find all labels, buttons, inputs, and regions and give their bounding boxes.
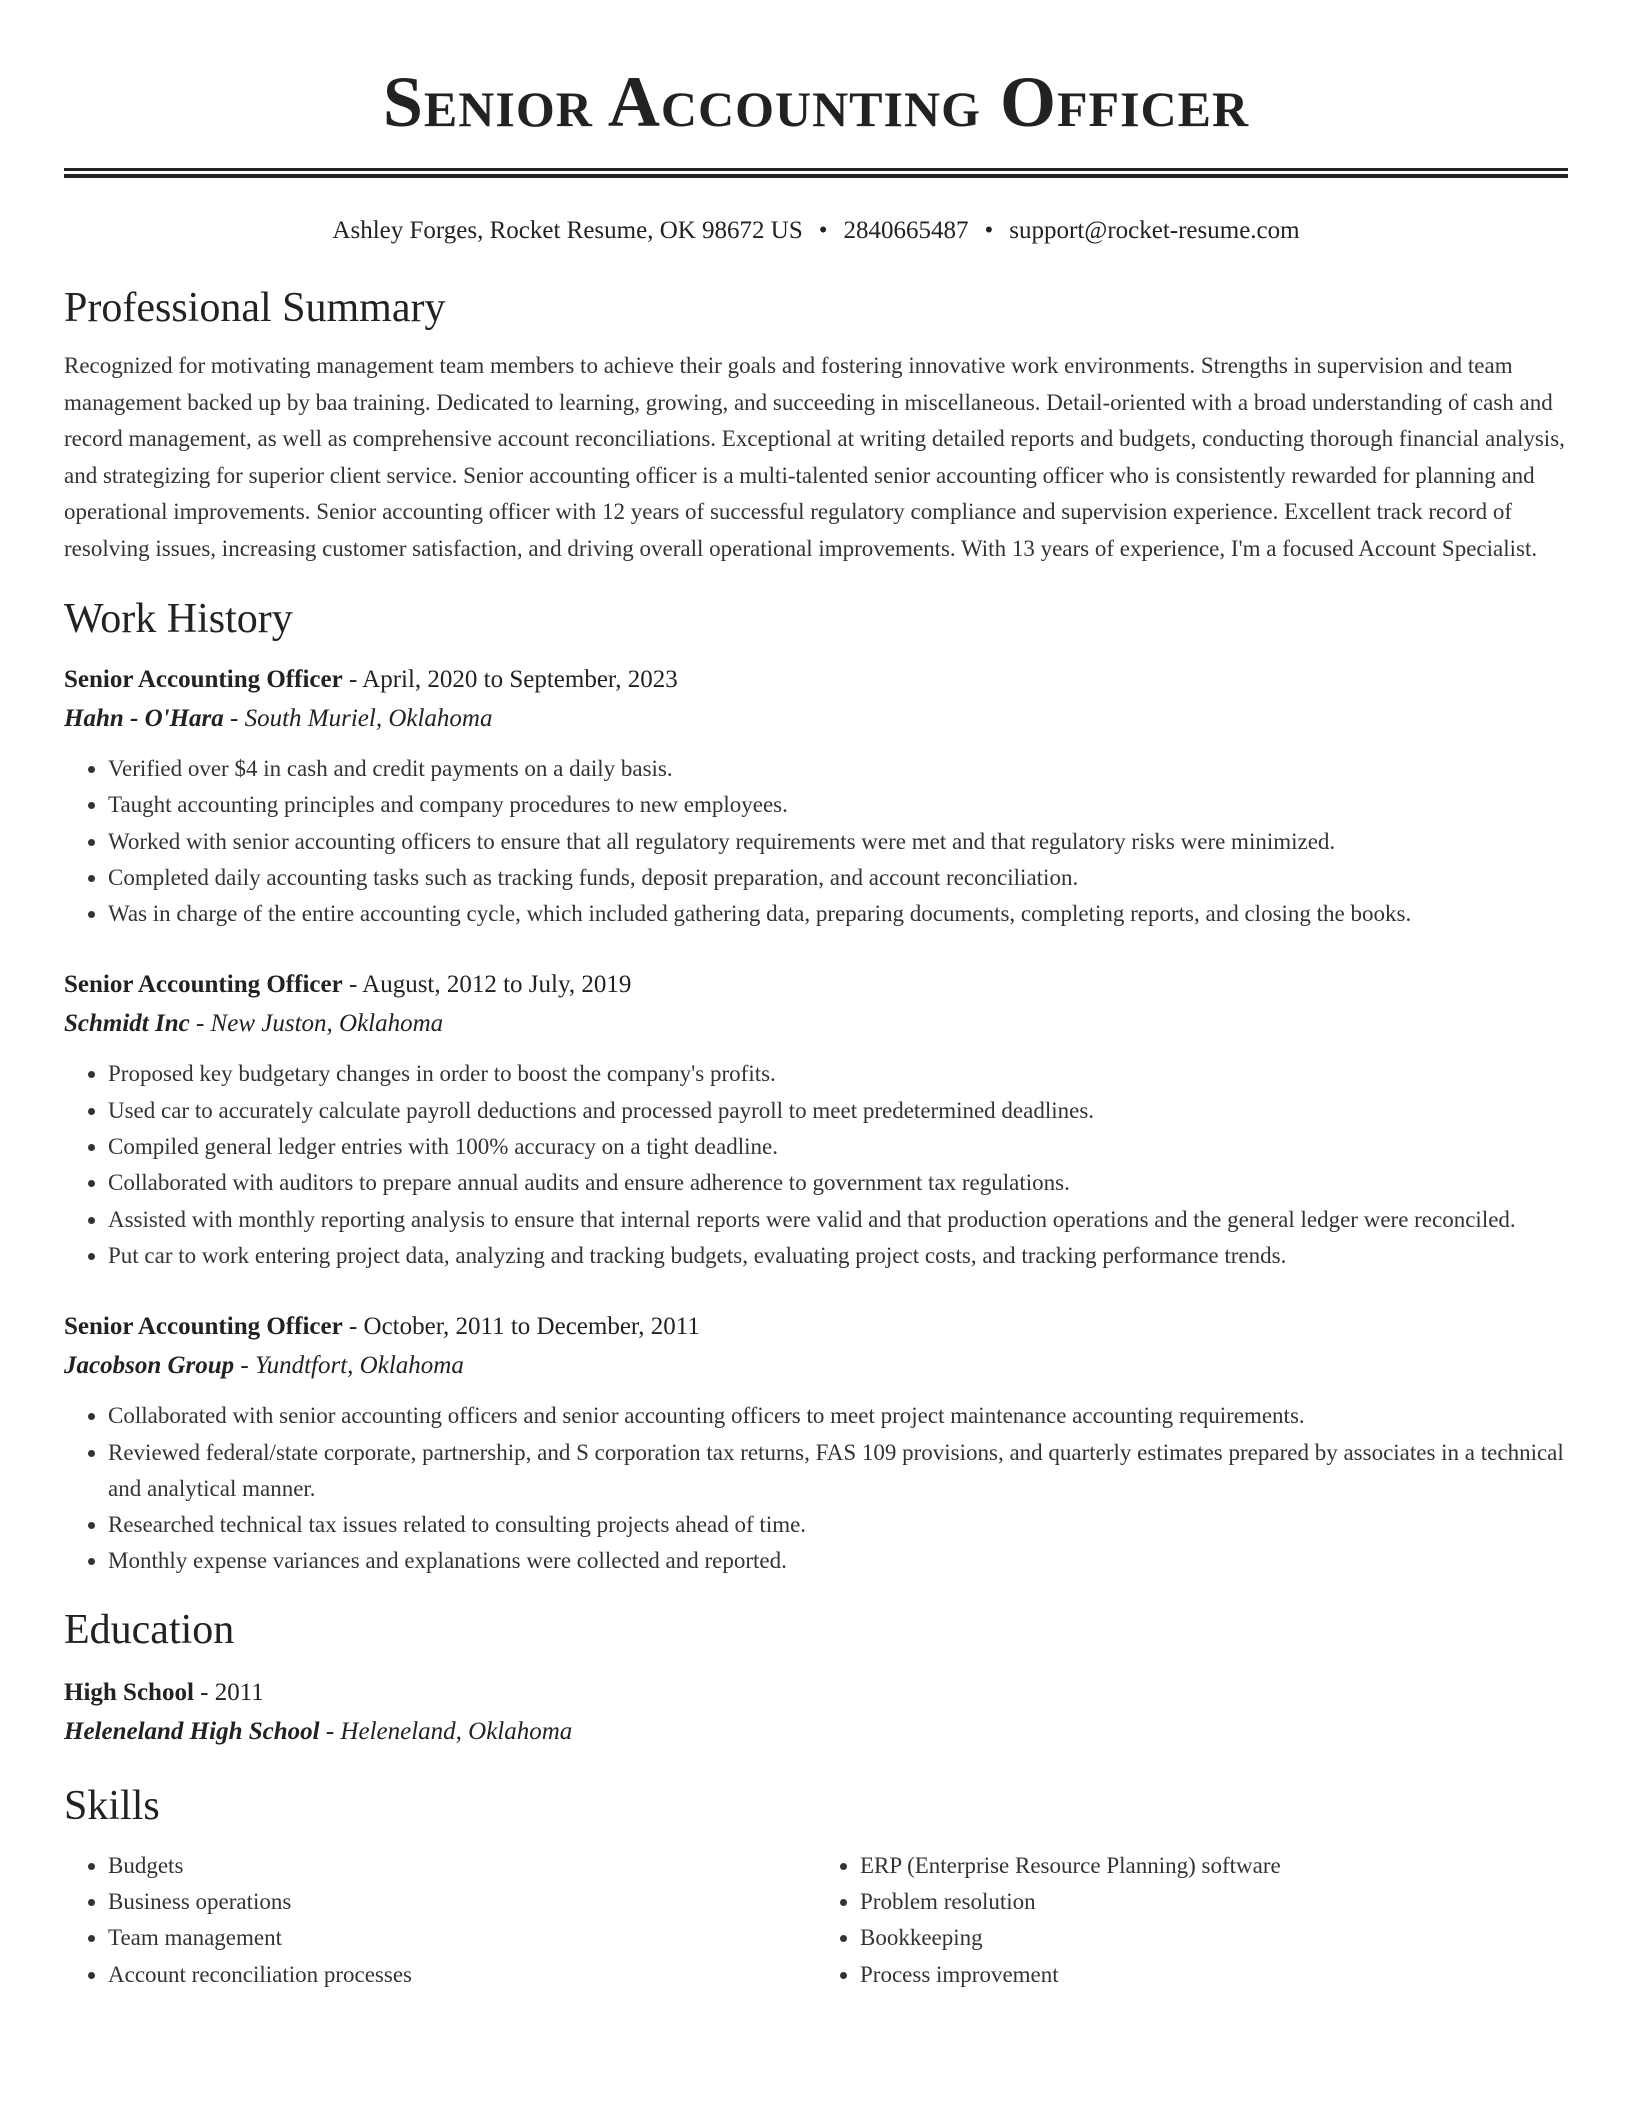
- job-bullet: • Collaborated with senior accounting officers and senior accounting officers to meet project maintenance accounting requirements.: [108, 1398, 1568, 1434]
- education-entry: [64, 1674, 1568, 1752]
- job-company-line: [64, 1004, 1568, 1044]
- skill-item: • Team management: [108, 1920, 816, 1956]
- skill-item: • Process improvement: [860, 1957, 1568, 1993]
- contact-address: Ashley Forges, Rocket Resume, OK 98672 US: [332, 217, 803, 244]
- job-bullet: • Put car to work entering project data, analyzing and tracking budgets, evaluating project costs, and tracking performance trends.: [108, 1238, 1568, 1274]
- resume-name: Senior Accounting Officer: [382, 62, 1250, 142]
- skills-column-left: [64, 1848, 816, 1993]
- job-title-line: [64, 1308, 1568, 1346]
- job-bullets: [64, 1056, 1568, 1274]
- job-bullet: • Researched technical tax issues related to consulting projects ahead of time.: [108, 1507, 1568, 1543]
- job-company-line: [64, 1346, 1568, 1386]
- job-bullet: • Assisted with monthly reporting analysis to ensure that internal reports were valid and that production operations and the general ledger were reconciled.: [108, 1202, 1568, 1238]
- job-company: Jacobson Group: [64, 1352, 235, 1380]
- skill-item: • Business operations: [108, 1884, 816, 1920]
- job-bullets: [64, 1398, 1568, 1579]
- skills-list: [64, 1848, 1568, 1993]
- job-dates: - April, 2020 to September, 2023: [342, 666, 678, 693]
- job-entry: [64, 1308, 1568, 1579]
- job-bullet: • Reviewed federal/state corporate, partnership, and S corporation tax returns, FAS 109 provisions, and quarterly estimates prepared by associates in a technical and analytical manner.: [108, 1435, 1568, 1508]
- job-company: Schmidt Inc: [64, 1010, 190, 1038]
- education-degree: High School: [64, 1678, 194, 1706]
- job-bullet: • Proposed key budgetary changes in order to boost the company's profits.: [108, 1056, 1568, 1092]
- job-entry: [64, 966, 1568, 1274]
- education-heading: Education: [64, 1606, 235, 1653]
- job-dates: - October, 2011 to December, 2011: [342, 1313, 700, 1341]
- summary-heading: Professional Summary: [64, 285, 446, 331]
- job-dates: - August, 2012 to July, 2019: [342, 971, 632, 999]
- education-year: - 2011: [193, 1678, 264, 1706]
- job-bullets: [64, 751, 1568, 932]
- job-title-line: [64, 966, 1568, 1004]
- skills-column-right: [816, 1848, 1568, 1993]
- job-bullet: • Was in charge of the entire accounting cycle, which included gathering data, preparing documents, completing reports, and closing the books.: [108, 896, 1568, 932]
- summary-text: Recognized for motivating management team members to achieve their goals and fostering innovative work environments. Strengths in supervision and team management backed up by baa training. Dedicated to learning, growing, and succeeding in miscellaneous. Detail-oriented with a broad understanding of cash and record management, as well as comprehensive account reconciliations. Exceptional at writing detailed reports and budgets, conducting thorough financial analysis, and strategizing for superior client service. Senior accounting officer is a multi-talented senior accounting officer who is consistently rewarded for planning and operational improvements. Senior accounting officer with 12 years of successful regulatory compliance and supervision experience. Excellent track record of resolving issues, increasing customer satisfaction, and driving overall operational improvements. With 13 years of experience, I'm a focused Account Specialist.: [64, 353, 1565, 561]
- skill-item: • Bookkeeping: [860, 1920, 1568, 1956]
- skill-item: • ERP (Enterprise Resource Planning) software: [860, 1848, 1568, 1884]
- header-divider: [64, 168, 1568, 178]
- job-location: - South Muriel, Oklahoma: [223, 705, 493, 732]
- job-bullet: • Used car to accurately calculate payroll deductions and processed payroll to meet predetermined deadlines.: [108, 1093, 1568, 1129]
- job-title: Senior Accounting Officer: [64, 1313, 343, 1341]
- education-degree-line: [64, 1674, 1568, 1712]
- skill-item: • Account reconciliation processes: [108, 1957, 816, 1993]
- skill-item: • Problem resolution: [860, 1884, 1568, 1920]
- work-history-heading: Work History: [64, 596, 293, 642]
- job-bullet: • Verified over $4 in cash and credit payments on a daily basis.: [108, 751, 1568, 787]
- job-bullet: • Worked with senior accounting officers to ensure that all regulatory requirements were met and that regulatory risks were minimized.: [108, 824, 1568, 860]
- job-bullet: • Monthly expense variances and explanations were collected and reported.: [108, 1543, 1568, 1579]
- education-location: - Heleneland, Oklahoma: [319, 1717, 573, 1745]
- contact-line: [64, 214, 1568, 248]
- contact-phone: 2840665487: [843, 217, 969, 244]
- education-school: Heleneland High School: [64, 1717, 320, 1745]
- education-school-line: [64, 1712, 1568, 1752]
- skill-item: • Budgets: [108, 1848, 816, 1884]
- job-bullet: • Compiled general ledger entries with 100% accuracy on a tight deadline.: [108, 1129, 1568, 1165]
- contact-separator: •: [984, 217, 994, 244]
- job-entry: [64, 661, 1568, 932]
- job-location: - New Juston, Oklahoma: [189, 1010, 444, 1038]
- skills-heading: Skills: [64, 1782, 160, 1829]
- contact-separator: •: [818, 217, 828, 244]
- contact-email: support@rocket-resume.com: [1009, 217, 1300, 244]
- job-company: Hahn - O'Hara: [64, 705, 224, 732]
- job-title-line: [64, 661, 1568, 699]
- job-bullet: • Completed daily accounting tasks such as tracking funds, deposit preparation, and account reconciliation.: [108, 860, 1568, 896]
- job-title: Senior Accounting Officer: [64, 666, 343, 693]
- job-bullet: • Collaborated with auditors to prepare annual audits and ensure adherence to government tax regulations.: [108, 1165, 1568, 1201]
- job-bullet: • Taught accounting principles and company procedures to new employees.: [108, 787, 1568, 823]
- job-location: - Yundtfort, Oklahoma: [234, 1352, 464, 1380]
- job-company-line: [64, 699, 1568, 739]
- job-title: Senior Accounting Officer: [64, 971, 343, 999]
